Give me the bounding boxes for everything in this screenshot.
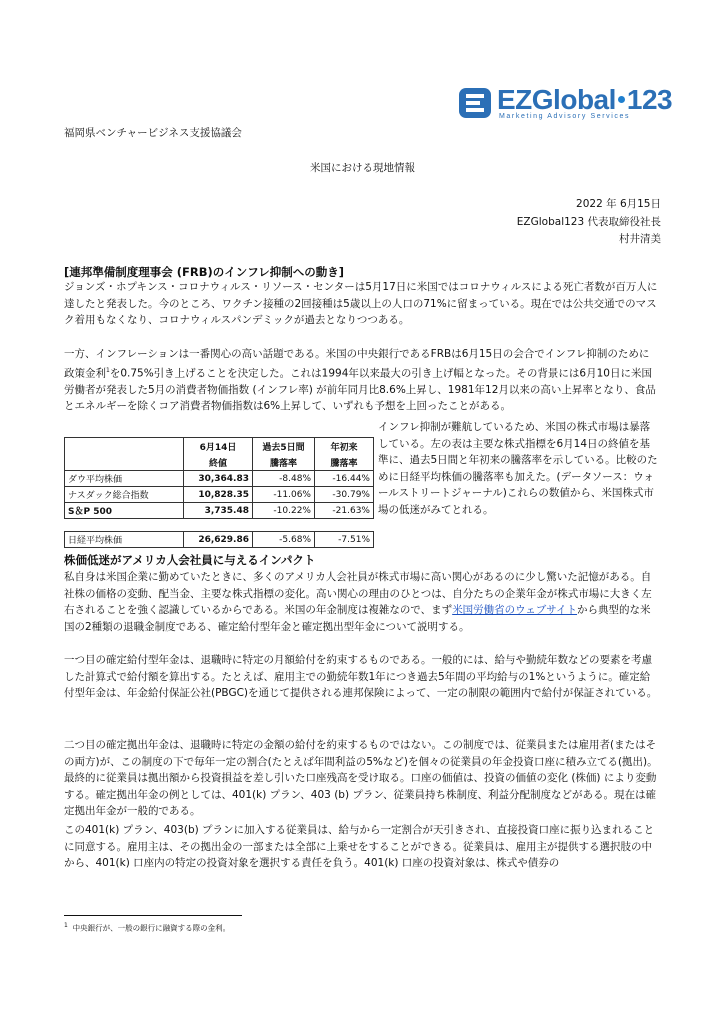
table-header-cell: 騰落率 [315, 454, 374, 471]
document-date: 2022 年 6月15日 [576, 198, 661, 210]
footnote: $^1$ 中央銀行が、一般の銀行に融資する際の金利。 [64, 922, 231, 933]
company-logo [457, 84, 673, 124]
table-row: ダウ平均株価 30,364.83 -8.48% -16.44% [65, 471, 374, 487]
stock-index-table [64, 437, 374, 548]
paragraph-stock-market: インフレ抑制が難航しているため、米国の株式市場は暴落している。左の表は主要な株式指標を6月14日の終値を基準に、過去5日間と年初来の騰落率を示している。比較のために日経平均株価の騰落率も加えた。(データソース：ウォールストリートジャーナル)これらの数値から、米国株式市場の低迷がみてとれる。 [378, 421, 658, 516]
paragraph-defined-contribution: 二つ目の確定拠出年金は、退職時に特定の金額の給付を約束するものではない。この制度では、従業員または雇用者(またはその両方)が、この制度の下で毎年一定の割合(たとえば年間利益の5%など)を個々の従業員の年金投資口座に積み立てる(拠出)。最終的に従業員は拠出額から投資損益を差し引いた口座残高を受け取る。口座の価値は、投資の価値の変化 (株価) により変動する。確定拠出年金の例としては、401(k) プラン、403 (b) プラン、従業員持ち株制度、利益分配制度などがある。現在は確定拠出年金が一般的である。 [64, 739, 658, 817]
table-row: ナスダック総合指数 10,828.35 -11.06% -30.79% [65, 487, 374, 503]
document-title: 米国における現地情報 [310, 162, 415, 174]
paragraph-covid: ジョンズ・ホプキンス・コロナウィルス・リソース・センターは5月17日に米国ではコロナウィルスによる死亡者数が百万人に達したと発表した。今のところ、ワクチン接種の2回接種は5歳以上の人口の71%に留まっている。現在では公共交通でのマスク着用もなくなり、コロナウィルスパンデミックが過去となりつつある。 [64, 281, 658, 326]
footnote-ref: 1 [106, 366, 110, 374]
table-row: S＆P 500 3,735.48 -10.22% -21.63% [65, 503, 374, 519]
logo-mark-icon [457, 86, 493, 120]
footnote-divider [64, 915, 242, 916]
table-header-cell: 6月14日 [184, 438, 253, 455]
section-heading-frb: [連邦準備制度理事会 (FRB)のインフレ抑制への動き] [64, 265, 345, 279]
paragraph-pension-intro: 私自身は米国企業に勤めていたときに、多くのアメリカ人会社員が株式市場に高い関心があるのに少し驚いた記憶がある。自社株の価格の変動、配当金、主要な株式指標の変化。高い関心の理由のひとつは、自分たちの企業年金が株式市場に大きく左右されることを強く認識しているからである。米国の年金制度は複雑なので、まず米国労働省のウェブサイトから典型的な米国の2種類の退職金制度である、確定給付型年金と確定拠出型年金について説明する。 [64, 571, 652, 633]
section-heading-impact: 株価低迷がアメリカ人会社員に与えるインパクト [64, 553, 316, 567]
paragraph-defined-benefit: 一つ目の確定給付型年金は、退職時に特定の月額給付を約束するものである。一般的には、給与や勤続年数などの要素を考慮した計算式で給付額を算出する。たとえば、雇用主での勤続年数1年につき過去5年間の平均給与の1%というように。確定給付型年金は、年金給付保証公社(PBGC)を通じて提供される連邦保険によって、一定の制限の範囲内で給付が保証されている。 [64, 654, 658, 699]
table-header-cell: 騰落率 [253, 454, 315, 471]
author-name: 村井清美 [619, 233, 661, 245]
table-header-cell [65, 438, 184, 455]
table-header-cell: 年初来 [315, 438, 374, 455]
table-header-cell: 過去5日間 [253, 438, 315, 455]
logo-tagline: Marketing Advisory Services [499, 113, 631, 120]
table-header-cell: 終値 [184, 454, 253, 471]
logo-wordmark: EZGlobal 123 [497, 84, 673, 115]
paragraph-401k: この401(k) プラン、403(b) プランに加入する従業員は、給与から一定割合が天引きされ、直接投資口座に振り込まれることに同意する。雇用主は、その拠出金の一部または全部に上乗せをすることができる。従業員は、雇用主が提供する選択肢の中から、401(k) 口座内の特定の投資対象を選択する責任を負う。401(k) 口座の投資対象は、株式や債券の [64, 824, 655, 869]
paragraph-inflation: 一方、インフレーションは一番関心の高い話題である。米国の中央銀行であるFRBは6月15日の会合でインフレ抑制のために政策金利$^1$を0.75%引き上げることを決定した。これは1994年以来最大の引き上げ幅となった。その背景には6月10日に米国労働者が発表した5月の消費者物価指数 (インフレ率) が前年同月比8.6%上昇し、1981年12月以来の高い上昇率となり、食品とエネルギーを除くコア消費者物価指数は6%上昇して、いずれも予想を上回ったことがある。 [64, 348, 656, 412]
table-header-cell [65, 454, 184, 471]
organization-name: 福岡県ベンチャービジネス支援協議会 [64, 127, 242, 139]
dol-website-link[interactable]: 米国労働省のウェブサイト [452, 604, 578, 616]
logo-dot-icon [618, 96, 625, 103]
author-title: EZGlobal123 代表取締役社長 [516, 216, 661, 228]
table-row-nikkei: 日経平均株価 26,629.86 -5.68% -7.51% [65, 532, 374, 548]
